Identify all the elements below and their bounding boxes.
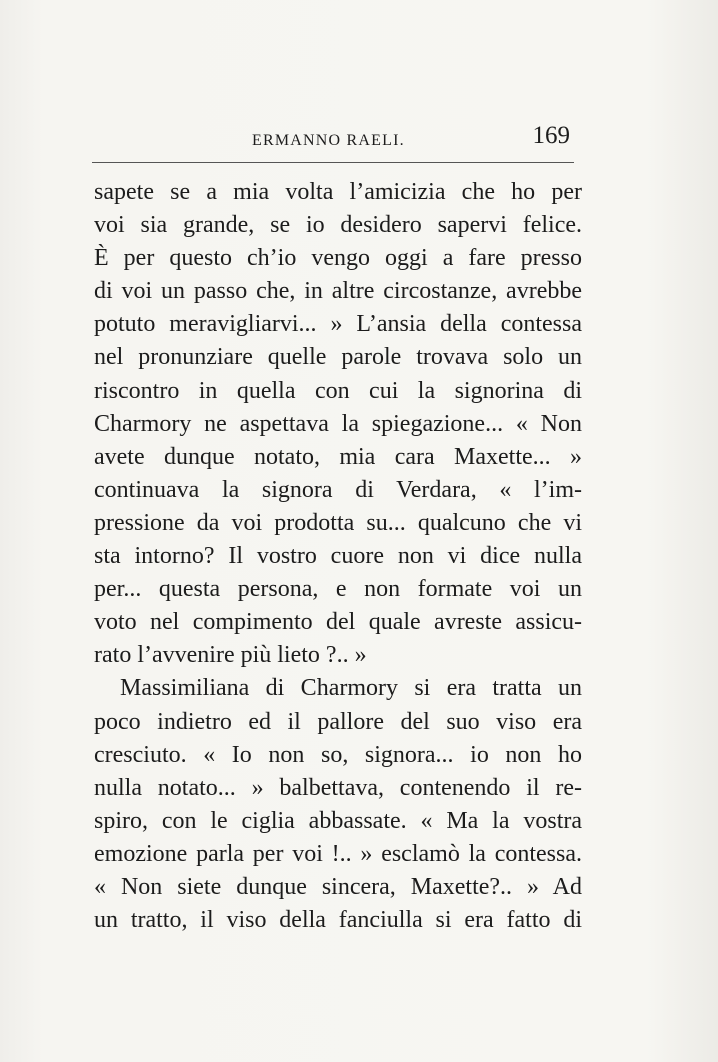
text-line: Charmory ne aspettava la spiegazione... « Non: [94, 410, 582, 437]
text-line: rato l’avvenire più lieto ?.. »: [94, 642, 367, 669]
text-line: sta intorno? Il vostro cuore non vi dice nulla: [94, 543, 582, 570]
text-line: voi sia grande, se io desidero sapervi felice.: [94, 212, 582, 239]
text-line: Massimiliana di Charmory si era tratta un: [120, 675, 582, 702]
text-line: emozione parla per voi !.. » esclamò la contessa.: [94, 840, 582, 867]
text-line: È per questo ch’io vengo oggi a fare presso: [94, 245, 582, 272]
page-number: 169: [532, 122, 570, 149]
text-line: riscontro in quella con cui la signorina di: [94, 377, 582, 404]
text-line: potuto meravigliarvi... » L’ansia della contessa: [94, 311, 582, 338]
header-rule: [92, 162, 574, 163]
text-line: continuava la signora di Verdara, « l’im-: [94, 476, 582, 503]
text-line: « Non siete dunque sincera, Maxette?.. » Ad: [94, 873, 582, 900]
text-line: spiro, con le ciglia abbassate. « Ma la vostra: [94, 807, 582, 834]
text-line: cresciuto. « Io non so, signora... io non ho: [94, 741, 582, 768]
text-line: voto nel compimento del quale avreste assicu-: [94, 609, 582, 636]
text-line: nel pronunziare quelle parole trovava solo un: [94, 344, 582, 371]
text-line: per... questa persona, e non formate voi un: [94, 576, 582, 603]
text-line: di voi un passo che, in altre circostanze, avrebbe: [94, 278, 582, 305]
text-line: avete dunque notato, mia cara Maxette... »: [94, 443, 582, 470]
text-line: poco indietro ed il pallore del suo viso era: [94, 708, 582, 735]
text-line: un tratto, il viso della fanciulla si era fatto di: [94, 907, 582, 934]
body-text: [94, 176, 582, 937]
page-header: [92, 118, 574, 158]
text-line: nulla notato... » balbettava, contenendo il re-: [94, 774, 582, 801]
text-line: sapete se a mia volta l’amicizia che ho per: [94, 179, 582, 205]
running-title: ERMANNO RAELI.: [252, 132, 405, 149]
text-line: pressione da voi prodotta su... qualcuno che vi: [94, 509, 582, 536]
